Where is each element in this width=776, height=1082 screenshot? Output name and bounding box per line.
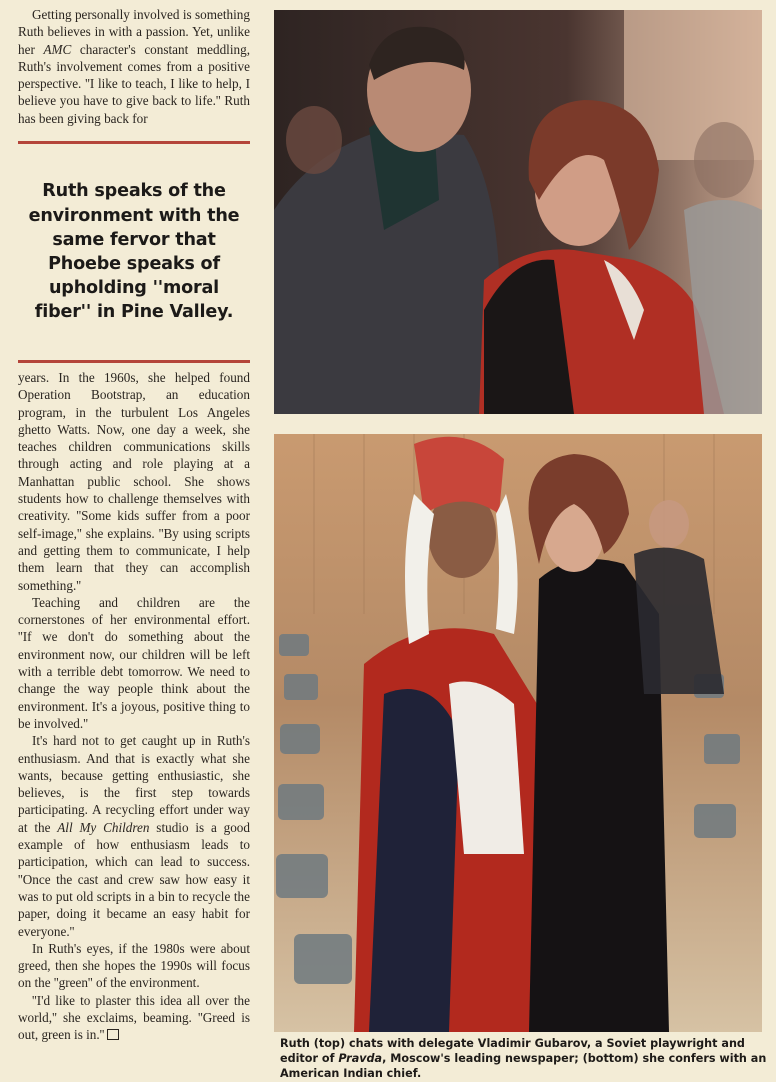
caption-text-b: , Moscow's leading newspaper; (bottom) she confers with an American Indian chief. — [280, 1052, 767, 1081]
intro-paragraph — [18, 6, 250, 127]
pull-quote-box — [18, 141, 250, 363]
photo-top-illustration — [274, 10, 762, 414]
end-mark-icon — [107, 1029, 119, 1040]
caption-newspaper-name: Pravda — [338, 1052, 383, 1066]
studio-show-name: All My Children — [57, 819, 150, 835]
article-body — [18, 369, 250, 1044]
body-paragraph-5 — [18, 992, 250, 1044]
intro-text-b: character's constant meddling, Ruth's involvement comes from a positive perspective. ''I like to teach, I like to help, I believe you have to give back to life.'' Ruth has been giving back for — [18, 41, 250, 126]
photo-bottom-illustration — [274, 434, 762, 1032]
photo-top — [274, 10, 762, 414]
body-paragraph-3-text-a: It's hard not to get caught up in Ruth's enthusiasm. And that is exactly what she wants, because getting enthusiastic, she believes, is the first step towards participating. A recycling effort under way at the — [18, 733, 250, 835]
photo-bottom — [274, 434, 762, 1032]
article-intro — [18, 6, 250, 127]
body-paragraph-3-text-b: studio is a good example of how enthusiasm leads to participation, which can lead to success. ''Once the cast and crew saw how easy it was to put old scripts in a bin to recycle the paper, doing it became an easy habit for everyone.'' — [18, 819, 250, 939]
pull-quote: Ruth speaks of the environment with the same fervor that Phoebe speaks of upholding ''moral fiber'' in Pine Valley. — [28, 181, 240, 323]
body-paragraph-2: Teaching and children are the cornerstones of her environmental effort. ''If we don't do something about the environment now, our children will be left with a terrible debt tomorrow. We need to change the way people think about the environment. It's a joyous, positive thing to be involved.'' — [18, 594, 250, 731]
body-paragraph-4: In Ruth's eyes, if the 1980s were about greed, then she hopes the 1990s will focus on the ''green'' of the environment. — [18, 940, 250, 991]
body-paragraph-1: years. In the 1960s, she helped found Operation Bootstrap, an education program, in the turbulent Los Angeles ghetto Watts. Now, one day a week, she teaches children communications skills through acting and role playing at a Manhattan public school. She shows students how to challenge themselves with creativity. ''Some kids suffer from a poor self-image,'' she explains. ''By using scripts and getting them to communicate, I help them learn that they can accomplish something.'' — [18, 370, 250, 593]
closing-quote: ''I'd like to plaster this idea all over the world,'' she exclaims, beaming. ''Greed is out, green is in.'' — [18, 992, 250, 1043]
intro-text-a: Getting personally involved is something Ruth believes in with a passion. Yet, unlike her — [18, 7, 250, 57]
intro-show-name: AMC — [43, 41, 72, 57]
caption-text-a: Ruth (top) chats with delegate Vladimir Gubarov, a Soviet playwright and editor of — [280, 1037, 745, 1066]
photo-caption — [280, 1036, 768, 1082]
body-paragraph-3 — [18, 732, 250, 940]
